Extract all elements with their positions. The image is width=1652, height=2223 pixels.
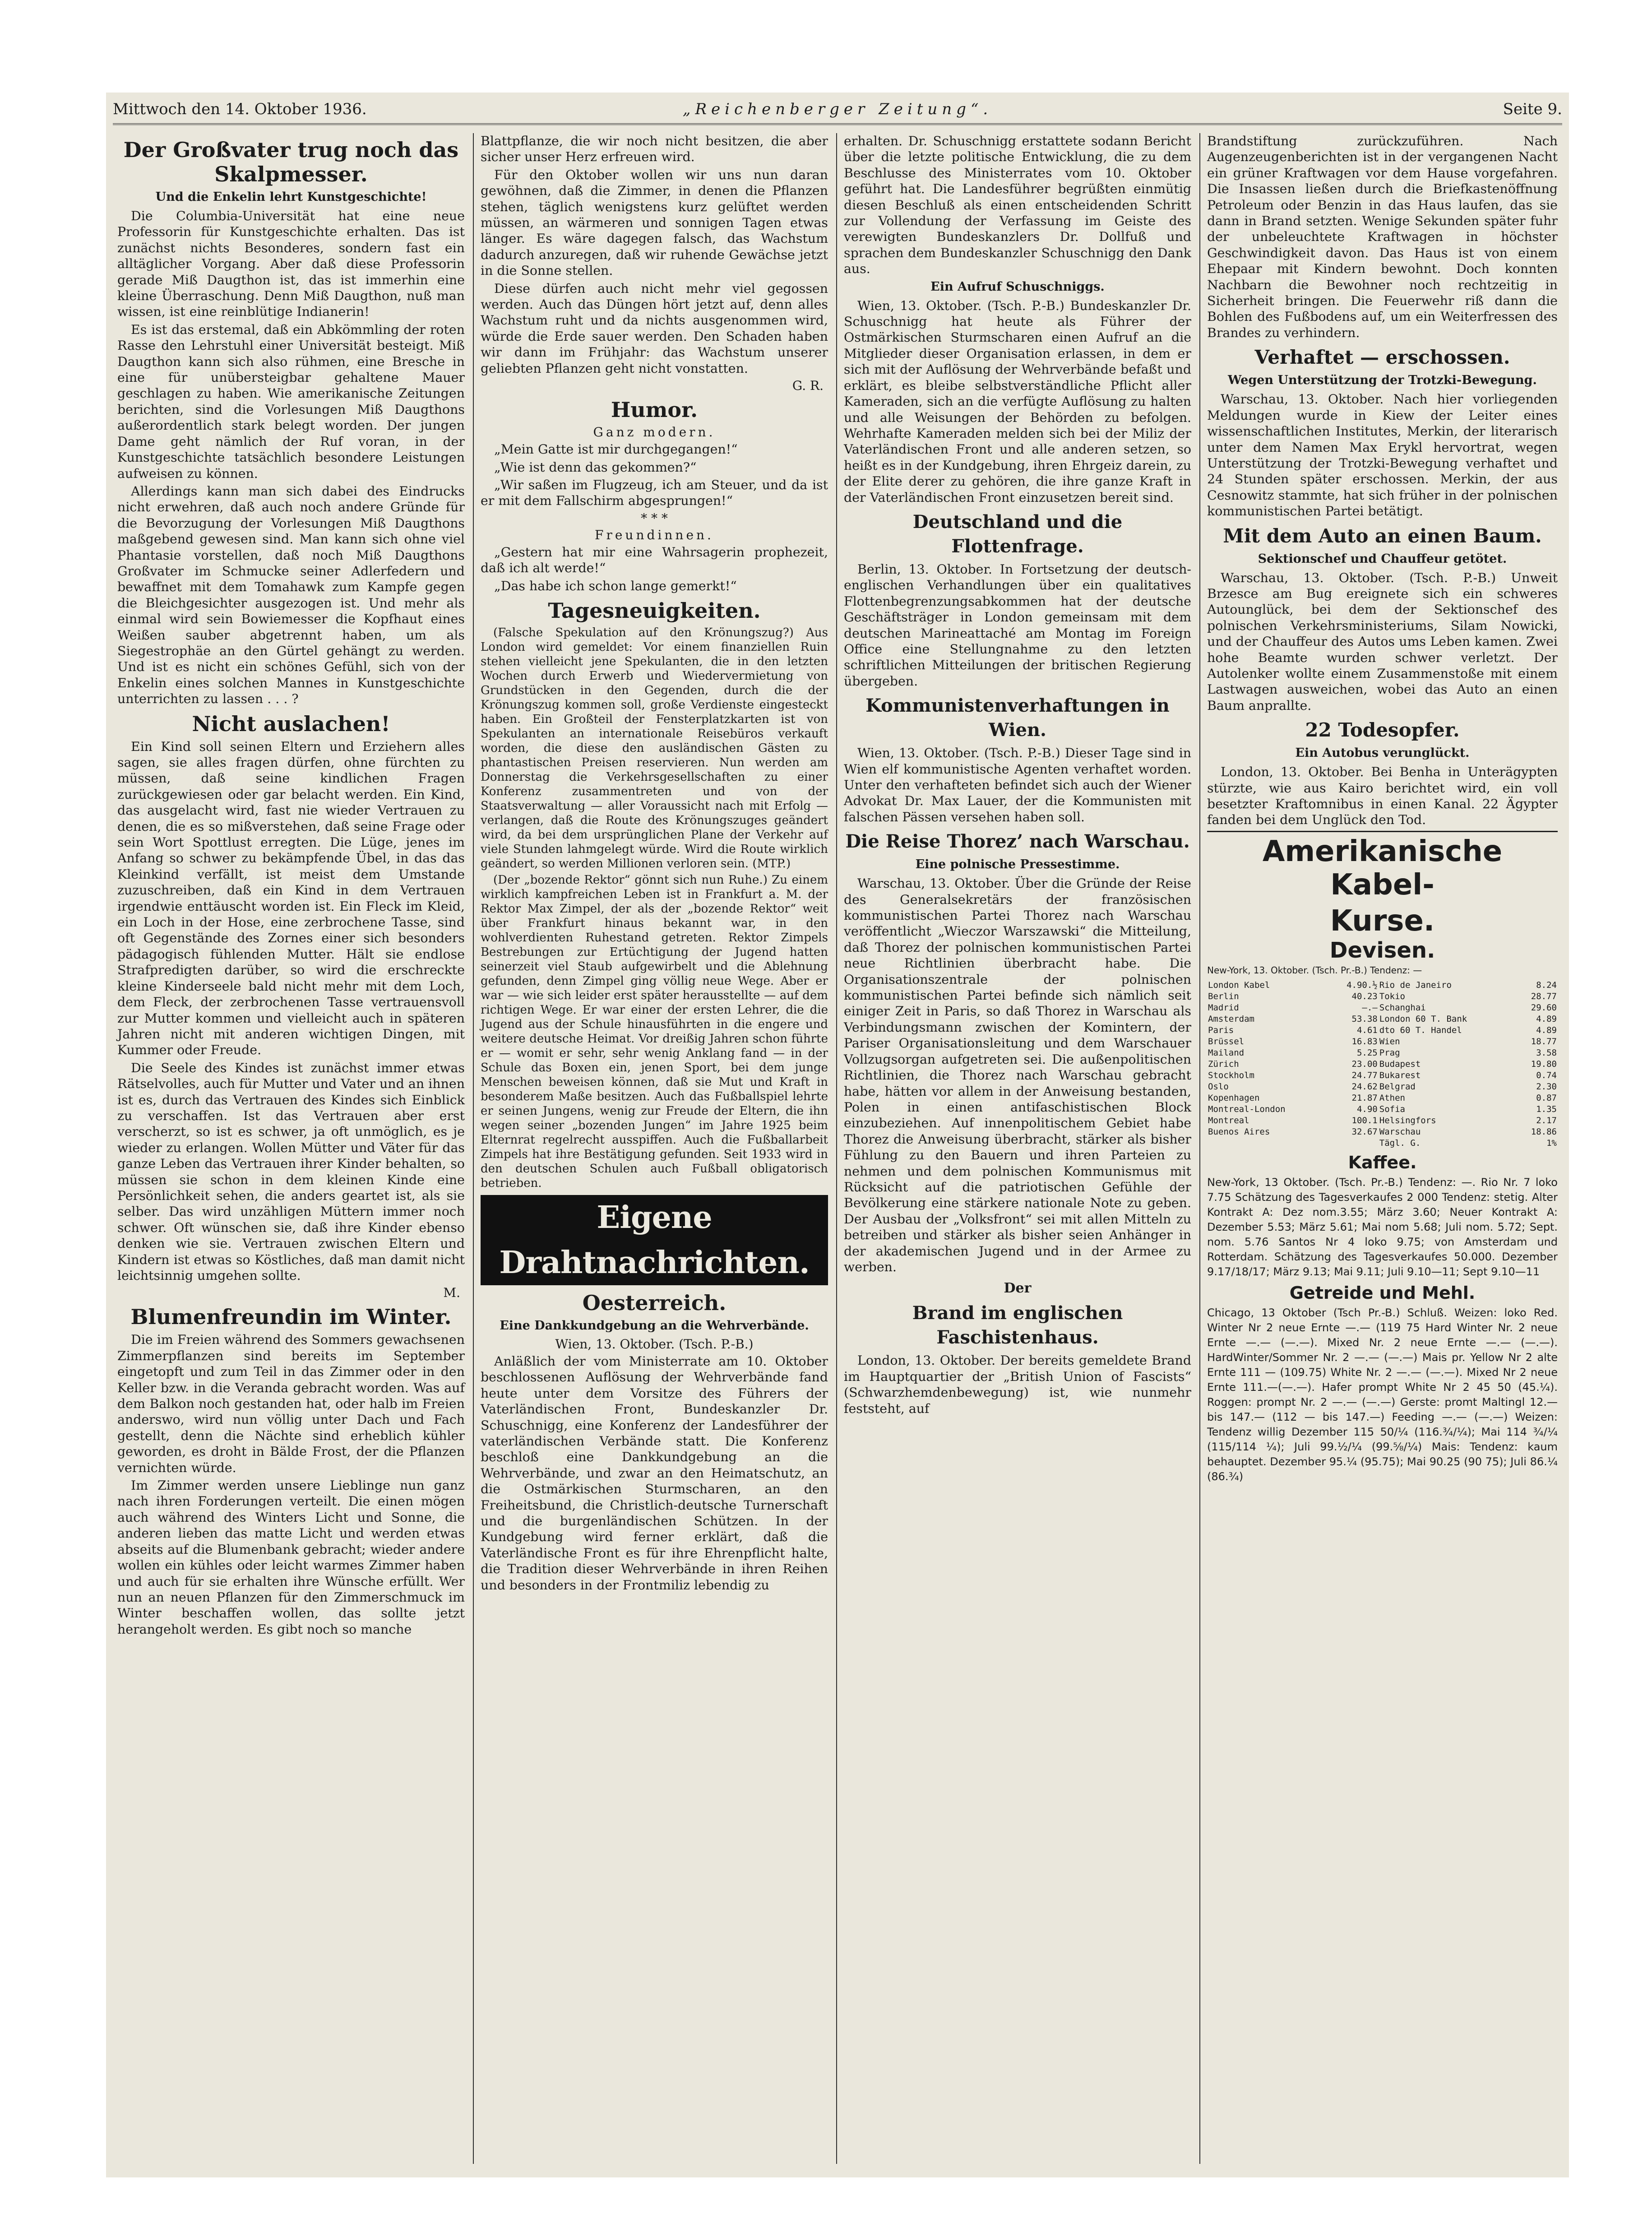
article-paragraph: Anläßlich der vom Ministerrate am 10. Oktober beschlossenen Auflösung der Wehrverbände fand heute unter dem Vorsitze des Führers der Vaterländischen Front, Bundeskanzler Dr. Schuschnigg, eine Konferenz der Landesführer der vaterländischen Verbände statt. Die Konferenz beschloß eine Dankkundgebung an die Wehrverbände, und zwar an den Heimatschutz, an die Ostmärkischen Sturmscharen, an den Freiheitsbund, die Christlich-deutsche Turnerschaft und die burgenländischen Schützen. In der Kundgebung wird ferner erklärt, daß die Vaterländische Front es für ihre Ehrenpflicht halte, die Tradition dieser Wehrverbände in ihren Reihen und besonders in der Frontmiliz lebendig zu bbox=[481, 1353, 828, 1593]
section-banner: Eigene Drahtnachrichten. bbox=[481, 1195, 828, 1285]
currency-row bbox=[1207, 1014, 1558, 1025]
currency-name: Budapest bbox=[1379, 1059, 1421, 1069]
joke-line: „Gestern hat mir eine Wahrsagerin prophezeit, daß ich alt werde!“ bbox=[481, 544, 828, 576]
page-number: Seite 9. bbox=[1503, 100, 1562, 118]
currency-name: Mailand bbox=[1208, 1047, 1245, 1058]
currency-value: 24.62 bbox=[1351, 1081, 1378, 1092]
currency-name: Buenos Aires bbox=[1208, 1126, 1270, 1137]
article-paragraph: Die Columbia-Universität hat eine neue Professorin für Kunstgeschichte erhalten. Das ist zunächst nichts Besonderes, sondern fast ein alltäglicher Vorgang. Aber daß diese Professorin gerade Miß Daugthon ist, das ist immerhin eine kleine Überraschung. Denn Miß Daugthon, nuß man wissen, ist eine reinblütige Indianerin! bbox=[117, 208, 465, 320]
article-subheadline: Eine Dankkundgebung an die Wehrverbände. bbox=[500, 1318, 809, 1333]
article-headline: Nicht auslachen! bbox=[192, 711, 390, 736]
currency-value: 100.1 bbox=[1351, 1115, 1378, 1125]
currency-value: 3.58 bbox=[1536, 1047, 1557, 1058]
article-paragraph: Berlin, 13. Oktober. In Fortsetzung der deutsch-englischen Verhandlungen über ein qualitatives Flottenbegrenzungsabkommen hat der deutsche Geschäftsträger in London gemeinsam mit dem deutschen Marineattaché am Montag im Foreign Office eine Stellungnahme zu den letzten schriftlichen Mitteilungen der britischen Regierung übergeben. bbox=[844, 561, 1191, 689]
currency-name: Bukarest bbox=[1379, 1070, 1421, 1080]
article-paragraph: Die Seele des Kindes ist zunächst immer etwas Rätselvolles, auch für Mutter und Vater und an ihnen ist es, durch das Vertrauen des Kindes sich Einblick zu verschaffen. Ist das Vertrauen aber erst verscherzt, so ist es schwer, ja oft unmöglich, es je wieder zu erlangen. Wollen Mütter und Väter für das ganze Leben das Vertrauen ihrer Kinder behalten, so müssen sie schon in dem kleinen Kinde eine Persönlichkeit sehen, die anders geartet ist, als sie selber. Das wird unzähligen Müttern immer noch schwer. Oft wünschen sie, daß ihre Kinder ebenso denken wie sie. Vertrauen zwischen Eltern und Kindern ist etwas so Köstliches, daß man damit nicht leichtsinnig umgehen sollte. bbox=[117, 1060, 465, 1283]
currency-name: London Kabel bbox=[1208, 980, 1270, 990]
currency-row bbox=[1207, 1081, 1558, 1093]
currency-value: 4.90.½ bbox=[1347, 980, 1378, 990]
column-rule bbox=[1199, 133, 1200, 2164]
currency-value: 29.60 bbox=[1531, 1002, 1557, 1013]
currency-row bbox=[1207, 1025, 1558, 1036]
joke-title: Ganz modern. bbox=[593, 425, 716, 440]
currency-row bbox=[1207, 1047, 1558, 1059]
article-headline: Deutschland und die Flottenfrage. bbox=[912, 511, 1123, 557]
currency-row bbox=[1207, 1126, 1558, 1138]
joke-line: „Das habe ich schon lange gemerkt!“ bbox=[494, 578, 737, 593]
article-subheadline: Sektionschef und Chauffeur getötet. bbox=[1258, 551, 1507, 566]
currency-name: Montreal-London bbox=[1208, 1104, 1286, 1114]
currency-table bbox=[1207, 980, 1558, 1149]
currency-value bbox=[1328, 1138, 1379, 1149]
separator-stars: * * * bbox=[641, 510, 668, 526]
currency-name bbox=[1207, 1138, 1328, 1149]
article-paragraph: Im Zimmer werden unsere Lieblinge nun ganz nach ihren Forderungen verteilt. Die einen mögen auch während des Winters Licht und Sonne, die anderen lieben das matte Licht und werden etwas abseits auf die Blumenbank gebracht; wieder andere wollen ein kühles oder leicht warmes Zimmer haben und auch für sie erhalten ihre Wünsche erfüllt. Wer nun an neuen Pflanzen für den Zimmerschmuck im Winter beschaffen wollen, das sollte jetzt herangeholt werden. Es gibt noch so manche bbox=[117, 1478, 465, 1637]
currency-name: Berlin bbox=[1208, 991, 1239, 1001]
article-signature: G. R. bbox=[792, 378, 824, 394]
currency-value: 32.67 bbox=[1351, 1126, 1378, 1137]
exchange-rates-title: Amerikanische Kabel- bbox=[1207, 831, 1558, 902]
currency-row bbox=[1207, 991, 1558, 1002]
news-paragraph: (Falsche Spekulation auf den Krönungszug?) Aus London wird gemeldet: Vor einem finanziellen Ruin stehen vielleicht jene Spekulanten, die in den letzten Wochen durch Erwerb und Wiedervermietung von Grundstücken in den Gegenden, durch die der Krönungszug kommen soll, große Verdienste eingesteckt haben. Ein Großteil der Fensterplatzkarten ist von Spekulanten an internationale Reisebüros verkauft worden, die diese den ausländischen Gästen zu phantastischen Preisen reservieren. Nun werden am Donnerstag die Verkehrsgesellschaften zu einer Konferenz zusammentreten und von der Staatsverwaltung — aller Voraussicht nach mit Erfolg — verlangen, daß die Route des Krönungszuges geändert wird, da bei dem ursprünglichen Plane der Verkehr auf viele Stunden lahmgelegt würde. Wird die Route wirklich geändert, so werden Millionen verloren sein. (MTP.) bbox=[481, 625, 828, 871]
article-headline: 22 Todesopfer. bbox=[1305, 719, 1460, 741]
newspaper-title: „Reichenberger Zeitung“. bbox=[682, 100, 993, 118]
article-headline: Verhaftet — erschossen. bbox=[1254, 346, 1510, 369]
currency-value: 5.25 bbox=[1356, 1047, 1378, 1058]
article-paragraph: erhalten. Dr. Schuschnigg erstattete sodann Bericht über die letzte politische Entwicklung, die zu dem Beschlusse des Ministerrates vom 10. Oktober geführt hat. Die Landesführer begrüßten einmütig diesen Beschluß als einen entscheidenden Schritt zur Vollendung der Verfassung im Geiste des verewigten Bundeskanzlers Dr. Dollfuß und sprachen dem Bundeskanzler Schuschnigg den Dank aus. bbox=[844, 134, 1191, 277]
article-subheadline: Eine polnische Pressestimme. bbox=[915, 857, 1120, 872]
joke-line: „Mein Gatte ist mir durchgegangen!“ bbox=[494, 442, 738, 457]
section-headline: Humor. bbox=[611, 398, 698, 422]
currency-name: dto 60 T. Handel bbox=[1379, 1025, 1462, 1035]
article-paragraph: Blattpflanze, die wir noch nicht besitzen, die aber sicher unser Herz erfreuen wird. bbox=[481, 134, 828, 165]
currency-value: 0.74 bbox=[1536, 1070, 1557, 1080]
currency-value: 1% bbox=[1546, 1138, 1557, 1148]
masthead bbox=[113, 98, 1562, 125]
article-paragraph: Warschau, 13. Oktober. Über die Gründe der Reise des Generalsekretärs der französischen kommunistischen Partei Thorez nach Warschau veröffentlicht „Wieczor Warszawski“ die Mitteilung, daß Thorez der polnischen kommunistischen Partei neue Richtlinien überbracht habe. Die Organisationszentrale der polnischen kommunistischen Partei befinde sich nämlich seit einiger Zeit in Paris, so daß Thorez in Warschau als Verbindungsmann zwischen der Komintern, der Pariser Organisationsleitung und dem Warschauer Vollzugsorgan aufgetreten sei. Die außenpolitischen Richtlinien, die Thorez nach Warschau gebracht habe, hätten vor allem in der Anweisung bestanden, Polen in einen antifaschistischen Block einzubeziehen. Auf innenpolitischem Gebiet habe Thorez die Anweisung überbracht, stärker als bisher Fühlung zu den Bauern und ihren Parteien zu nehmen und dem polnischen Kommunismus mit Rücksicht auf die patriotischen Gefühle der Bevölkerung eine stärkere nationale Note zu geben. Der Ausbau der „Volksfront“ sei mit allen Mitteln zu betreiben und stärker als bisher seien Anhänger in der akademischen Jugend und in der Armee zu werben. bbox=[844, 876, 1191, 1274]
currency-name: Prag bbox=[1379, 1047, 1400, 1058]
market-section-title: Getreide und Mehl. bbox=[1289, 1283, 1476, 1303]
currency-value: 2.17 bbox=[1536, 1115, 1557, 1125]
article-headline: Brand im englischen Faschistenhaus. bbox=[912, 1302, 1123, 1348]
article-subheadline: Wegen Unterstützung der Trotzki-Bewegung. bbox=[1228, 373, 1537, 388]
column-rule bbox=[836, 133, 837, 2164]
currency-row bbox=[1207, 1002, 1558, 1014]
currency-name: Belgrad bbox=[1379, 1081, 1416, 1092]
currency-row bbox=[1207, 980, 1558, 991]
currency-name: Athen bbox=[1379, 1093, 1405, 1103]
currency-name: Oslo bbox=[1208, 1081, 1229, 1092]
currency-row bbox=[1207, 1059, 1558, 1070]
article-paragraph: Für den Oktober wollen wir uns nun daran gewöhnen, daß die Zimmer, in denen die Pflanzen stehen, täglich wenigstens kurz gelüftet werden müssen, an wärmeren und sonnigen Tagen etwas länger. Es wäre dagegen falsch, das Wachstum dadurch anzuregen, daß wir ruhende Gewächse jetzt in die Sonne stellen. bbox=[481, 167, 828, 278]
section-headline: Tagesneuigkeiten. bbox=[548, 598, 761, 623]
article-headline: Blumenfreundin im Winter. bbox=[130, 1305, 452, 1329]
currency-name: Amsterdam bbox=[1208, 1014, 1254, 1024]
article-paragraph: Warschau, 13. Oktober. (Tsch. P.-B.) Unweit Brzesce am Bug ereignete sich ein schweres Autounglück, bei dem der Sektionschef des polnischen Verkehrsministeriums, Silam Nowicki, und der Chauffeur des Autos ums Leben kamen. Zwei hohe Beamte wurden schwer verletzt. Der Autolenker wollte einem Zusammenstoße mit einem Lastwagen ausweichen, wobei das Auto an einen Baum anprallte. bbox=[1207, 570, 1558, 713]
column-4 bbox=[1203, 133, 1562, 2164]
article-paragraph: Diese dürfen auch nicht mehr viel gegossen werden. Auch das Düngen hört jetzt auf, denn alles Wachstum ruht und da nichts ausgenommen wird, würde die Erde sauer werden. Den Schaden haben wir dann im Frühjahr: das Wachstum unserer geliebten Pflanzen geht nicht vonstatten. bbox=[481, 281, 828, 376]
article-subheadline: Ein Aufruf Schuschniggs. bbox=[930, 279, 1105, 294]
column-2 bbox=[476, 133, 833, 2164]
article-headline: Mit dem Auto an einen Baum. bbox=[1223, 524, 1542, 547]
currency-name: Helsingfors bbox=[1379, 1115, 1436, 1125]
currency-value: 4.89 bbox=[1536, 1025, 1557, 1035]
article-headline: Der Großvater trug noch das Skalpmesser. bbox=[123, 138, 459, 186]
currency-value: 1.35 bbox=[1536, 1104, 1557, 1114]
currency-value: 18.77 bbox=[1531, 1036, 1557, 1047]
currency-name: Rio de Janeiro bbox=[1379, 980, 1452, 990]
currency-row bbox=[1207, 1104, 1558, 1115]
currency-name: Stockholm bbox=[1208, 1070, 1254, 1080]
news-paragraph: (Der „bozende Rektor“ gönnt sich nun Ruhe.) Zu einem wirklich kampfreichen Leben ist in Frankfurt a. M. der Rektor Max Zimpel, der als der „bozende Rektor“ weit über Frankfurt hinaus bekannt war, in den wohlverdienten Ruhestand getreten. Rektor Zimpels Bestrebungen zur Ertüchtigung der Jugend hatten seinerzeit viel Staub aufgewirbelt und die Ablehnung gefunden, denn Zimpel ging völlig neue Wege. Aber er war — wie sich leider erst später herausstellte — auf dem richtigen Wege. Er war einer der ersten Lehrer, die die Jugend aus der Schule hinausführten in die engere und weitere deutsche Heimat. Vor dreißig Jahren schon führte er — womit er sehr, sehr wenig Anklang fand — in der Schule das Boxen ein, jenen Sport, bei dem junge Menschen beweisen können, daß sie Mut und Kraft in besonderem Maße besitzen. Auch das Fußballspiel lehrte er seinen Jungens, wenig zur Freude der Eltern, die ihn wegen seiner „bozenden Jungen“ im Jahre 1925 beim Elternrat regelrecht ausspiffen. Auch die Fußballarbeit Zimpels hat ihre Bestätigung gefunden. Seit 1933 wird in den deutschen Schulen auch Fußball obligatorisch betrieben. bbox=[481, 873, 828, 1190]
article-paragraph: Brandstiftung zurückzuführen. Nach Augenzeugenberichten ist in der vergangenen Nacht ein grüner Kraftwagen vor dem Hause vorgefahren. Die Insassen ließen durch die Briefkastenöffnung Petroleum oder Benzin in das Haus laufen, das sie dann in Brand setzten. Wenige Sekunden später fuhr der unbeleuchtete Kraftwagen in höchster Geschwindigkeit davon. Das Haus ist von einem Ehepaar mit Kindern bewohnt. Doch konnten Nachbarn die Bewohner noch rechtzeitig in Sicherheit bringen. Die Feuerwehr riß dann die Bohlen des Fußbodens auf, um ein Weiterfressen des Brandes zu verhindern. bbox=[1207, 134, 1558, 340]
market-section-title: Kaffee. bbox=[1348, 1152, 1417, 1172]
article-preheadline: Der bbox=[1004, 1280, 1032, 1297]
currency-name: Brüssel bbox=[1208, 1036, 1245, 1047]
market-report: Chicago, 13 Oktober (Tsch Pr.-B.) Schluß. Weizen: loko Red. Winter Nr 2 neue Ernte —.— (119 75 Hard Winter Nr. 2 neue Ernte —.— (—.—). Mixed Nr. 2 neue Ernte —.— (—.—). HardWinter/Sommer Nr. 2 —.— (—.—) Mais pr. Yellow Nr 2 alte Ernte 111 — (109.75) White Nr. 2 —.— (—.—). Mixed Nr 2 neue Ernte 111.—(—.—). Hafer prompt White Nr 2 45 50 (45.¼). Roggen: prompt Nr. 2 —.— (—.—) Gerste: promt Maltingl 12.— bis 147.— (112 — bis 147.—) Feeding —.— (—.—) Weizen: Tendenz willig Dezember 115 50/¼ (116.¾/¼); Mai 114 ¾/¼ (115/114 ¼); Juli 99.½/¼ (99.⅝/¼) Mais: Tendenz: kaum behauptet. Dezember 95.¼ (95.75); Mai 90.25 (90 75); Juli 86.¼ (86.¾) bbox=[1207, 1306, 1558, 1483]
currency-name: Tokio bbox=[1379, 991, 1405, 1001]
market-report: New-York, 13 Oktober. (Tsch. Pr.-B.) Tendenz: —. Rio Nr. 7 loko 7.75 Schätzung des Tagesverkaufes 2 000 Tendenz: stetig. Alter Kontrakt A: Dez nom.3.55; März 3.60; Neuer Kontrakt A: Dezember 5.53; März 5.61; Mai nom 5.68; Juli nom. 5.72; Sept. nom. 5.76 Santos Nr 4 loko 9.75; von Amsterdam und Rotterdam. Schätzung des Tagesverkaufes 50.000. Dezember 9.17/18/17; März 9.13; Mai 9.11; Juli 9.10—11; Sept 9.10—11 bbox=[1207, 1176, 1558, 1278]
currency-name: Montreal bbox=[1208, 1115, 1249, 1125]
article-subheadline: Ein Autobus verunglückt. bbox=[1295, 746, 1470, 760]
article-paragraph: Wien, 13. Oktober. (Tsch. P.-B.) Dieser Tage sind in Wien elf kommunistische Agenten verhaftet worden. Unter den verhafteten befindet sich auch der Wiener Advokat Dr. Max Lauer, der die Kommunisten mit falschen Pässen versehen haben soll. bbox=[844, 746, 1191, 824]
article-paragraph: Es ist das erstemal, daß ein Abkömmling der roten Rasse den Lehrstuhl einer Universität besteigt. Miß Daugthon kann sich also rühmen, eine Bresche in eine für unübersteigbar gehaltene Mauer geschlagen zu haben. Wie amerikanische Zeitungen berichten, sind die Vorlesungen Miß Daugthons außerordentlich stark belegt worden. Der jungen Dame geht nämlich der Ruf voran, in der Kunstgeschichte tatsächlich besondere Leistungen aufweisen zu können. bbox=[117, 322, 465, 481]
joke-line: „Wir saßen im Flugzeug, ich am Steuer, und da ist er mit dem Fallschirm abgesprungen!“ bbox=[481, 477, 828, 509]
article-paragraph: Die im Freien während des Sommers gewachsenen Zimmerpflanzen sind bereits im September eingetopft und zum Teil in das Zimmer oder in den Keller bzw. in die Veranda gebracht worden. Was auf dem Balkon noch gestanden hat, oder halb im Freien anderswo, wird nun völlig unter Dach und Fach gestellt, denn die Nächte sind erheblich kühler geworden, es droht in Bälde Frost, der die Pflanzen vernichten würde. bbox=[117, 1332, 465, 1475]
currency-value: 24.77 bbox=[1351, 1070, 1378, 1080]
currency-section-title: Devisen. bbox=[1329, 937, 1435, 963]
article-paragraph: Warschau, 13. Oktober. Nach hier vorliegenden Meldungen wurde in Kiew der Leiter eines wissenschaftlichen Institutes, Merkin, der literarisch unter dem Namen Max Erykl hervortrat, wegen Unterstützung der Trotzki-Bewegung verhaftet und 24 Stunden später erschossen. Merkin, der aus Cesnowitz stammte, hat sich früher in der polnischen kommunistischen Partei betätigt. bbox=[1207, 392, 1558, 519]
dateline: Wien, 13. Oktober. (Tsch. P.-B.) bbox=[555, 1336, 754, 1352]
currency-value: 23.00 bbox=[1351, 1059, 1378, 1069]
article-signature: M. bbox=[443, 1285, 460, 1301]
currency-name: Zürich bbox=[1208, 1059, 1239, 1069]
currency-value: 4.90 bbox=[1356, 1104, 1378, 1114]
exchange-rates-title: Kurse. bbox=[1330, 904, 1435, 938]
currency-name: Sofia bbox=[1379, 1104, 1405, 1114]
article-paragraph: Ein Kind soll seinen Eltern und Erziehern alles sagen, sie alles fragen dürfen, ohne fürchten zu müssen, daß seine kindlichen Fragen zurückgewiesen oder gar belacht werden. Ein Kind, das ausgelacht wird, fast nie wieder Vertrauen zu denen, die es so mißverstehen, daß seine Frage oder sein Wort Spottlust erregten. Die Lüge, jenes im Anfang so schwer zu bekämpfende Übel, in das das Kleinkind verfällt, ist meist dem Umstande zuzuschreiben, daß ein Kind in dem Vertrauen irgendwie enttäuscht worden ist. Ein Fleck im Kleid, ein Loch in der Hose, eine zerbrochene Tasse, sind oft Gegenstände des Zornes einer sich besonders pädagogisch fühlenden Mutter. Hält sie endlose Strafpredigten darüber, so wird die erschreckte kleine Kinderseele bald nicht mehr mit dem Loch, dem Fleck, der zerbrochenen Tasse vertrauensvoll zur Mutter kommen und vielleicht auch in späteren Jahren nicht mit anderen wichtigen Dingen, mit Kummer oder Freude. bbox=[117, 739, 465, 1058]
currency-row bbox=[1207, 1093, 1558, 1104]
currency-value: 4.89 bbox=[1536, 1014, 1557, 1024]
article-paragraph: Allerdings kann man sich dabei des Eindrucks nicht erwehren, daß auch noch andere Gründe für die Bevorzugung der Vorlesungen Miß Daugthons maßgebend gewesen sind. Man kann sich ohne viel Phantasie vorstellen, daß noch Miß Daugthons Großvater im Schmucke seiner Adlerfedern und bewaffnet mit dem Tomahawk zum Kampfe gegen die Bleichgesichter ausgezogen ist. Und mehr als einmal wird sein Bowiemesser die Kopfhaut eines Weißen sauber abgetrennt haben, um als Siegestrophäe an den Gürtel gehängt zu werden. Und ist es nicht ein schönes Gefühl, sich von der Enkelin eines solchen Mannes in Kunstgeschichte unterrichten zu lassen . . . ? bbox=[117, 483, 465, 707]
currency-name: Kopenhagen bbox=[1208, 1093, 1260, 1103]
currency-value: 21.87 bbox=[1351, 1093, 1378, 1103]
joke-line: „Wie ist denn das gekommen?“ bbox=[494, 459, 697, 475]
currency-value: 18.86 bbox=[1531, 1126, 1557, 1137]
currency-row bbox=[1207, 1036, 1558, 1047]
newspaper-page bbox=[106, 93, 1569, 2177]
column-rule bbox=[473, 133, 474, 2164]
article-paragraph: London, 13. Oktober. Der bereits gemeldete Brand im Hauptquartier der „British Union of Fascists“ (Schwarzhemdenbewegung) ist, wie nunmehr feststeht, auf bbox=[844, 1353, 1191, 1416]
column-1 bbox=[113, 133, 469, 2164]
currency-row bbox=[1207, 1115, 1558, 1126]
currency-value: 16.83 bbox=[1351, 1036, 1378, 1047]
currency-value: 53.38 bbox=[1351, 1014, 1378, 1024]
currency-value: 0.87 bbox=[1536, 1093, 1557, 1103]
currency-value: 2.30 bbox=[1536, 1081, 1557, 1092]
article-subheadline: Und die Enkelin lehrt Kunstgeschichte! bbox=[155, 190, 427, 204]
currency-name: London 60 T. Bank bbox=[1379, 1014, 1467, 1024]
currency-name: Madrid bbox=[1208, 1002, 1239, 1013]
article-headline: Kommunistenverhaftungen in Wien. bbox=[865, 695, 1170, 741]
article-paragraph: London, 13. Oktober. Bei Benha in Unterägypten stürzte, wie aus Kairo berichtet wird, ein voll besetzter Kraftomnibus in einen Kanal. 22 Ägypter fanden bei dem Unglück den Tod. bbox=[1207, 764, 1558, 828]
currency-name: Tägl. G. bbox=[1379, 1138, 1421, 1148]
article-headline: Die Reise Thorez’ nach Warschau. bbox=[845, 831, 1190, 852]
currency-value: 19.80 bbox=[1531, 1059, 1557, 1069]
currency-value: 8.24 bbox=[1536, 980, 1557, 990]
currency-name: Schanghai bbox=[1379, 1002, 1426, 1013]
region-headline: Oesterreich. bbox=[582, 1290, 727, 1315]
currency-value: 4.61 bbox=[1356, 1025, 1378, 1035]
issue-date: Mittwoch den 14. Oktober 1936. bbox=[113, 100, 367, 118]
article-paragraph: Wien, 13. Oktober. (Tsch. P.-B.) Bundeskanzler Dr. Schuschnigg hat heute als Führer der Ostmärkischen Sturmscharen einen Aufruf an die Mitglieder dieser Organisation erlassen, in dem er sich mit der Auflösung der Wehrverbände befaßt und erklärt, es bleibe selbstverständliche Pflicht aller Kameraden, sich an die verfügte Auflösung zu halten und alle Weisungen der Behörden zu befolgen. Wehrhafte Kameraden melden sich bei der Miliz der Vaterländischen Front und alle anderen setzen, so heißt es in der Kundgebung, ihren Ehrgeiz darein, zu der Elite derer zu gehören, die ihre ganze Kraft in der Vaterländischen Front einzusetzen bereit sind. bbox=[844, 298, 1191, 505]
currency-row bbox=[1207, 1070, 1558, 1081]
currency-name: Warschau bbox=[1379, 1126, 1421, 1137]
currency-dateline: New-York, 13. Oktober. (Tsch. Pr.-B.) Tendenz: — bbox=[1207, 964, 1422, 976]
currency-value: 40.23 bbox=[1351, 991, 1378, 1001]
currency-value: 28.77 bbox=[1531, 991, 1557, 1001]
currency-value: —.— bbox=[1362, 1002, 1378, 1013]
currency-name: Paris bbox=[1208, 1025, 1234, 1035]
currency-name: Wien bbox=[1379, 1036, 1400, 1047]
currency-row bbox=[1207, 1138, 1558, 1149]
joke-title: Freundinnen. bbox=[595, 527, 714, 542]
column-3 bbox=[839, 133, 1196, 2164]
